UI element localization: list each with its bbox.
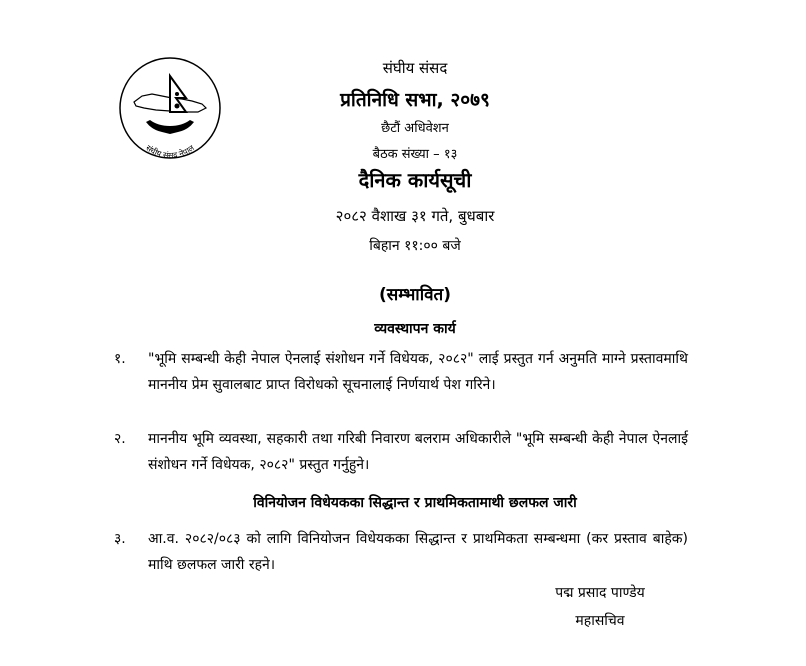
meeting-date: २०८२ वैशाख ३१ गते, बुधबार (335, 207, 495, 225)
signatory-title: महासचिव (575, 613, 625, 629)
probable-label: (सम्भावित) (378, 285, 452, 305)
page-title: दैनिक कार्यसूची (358, 168, 472, 192)
agenda-item-number: १. (114, 351, 126, 367)
house-title: प्रतिनिधि सभा, २०७९ (340, 89, 490, 111)
meeting-time: बिहान ११:०० बजे (369, 238, 461, 254)
session-label: छैटौं अधिवेशन (381, 121, 449, 136)
agenda-item-text: "भूमि सम्बन्धी केही नेपाल ऐनलाई संशोधन गर्ने विधेयक, २०८२" लाई प्रस्तुत गर्न अनुमति माग्ने प्रस्तावमाथि माननीय प्रेम सुवालबाट प्राप्त विरोधको सूचनालाई निर्णयार्थ पेश गरिने। (148, 351, 688, 393)
signatory-name: पद्म प्रसाद पाण्डेय (555, 585, 645, 601)
meeting-number: बैठक संख्या – १३ (372, 147, 458, 162)
emblem-caption: संघीय संसद नेपाल (144, 143, 196, 160)
agenda-item-number: ३. (114, 531, 126, 547)
section-heading: व्यवस्थापन कार्य (374, 321, 456, 337)
agenda-item-text: माननीय भूमि व्यवस्था, सहकारी तथा गरिबी निवारण बलराम अधिकारीले "भूमि सम्बन्धी केही नेपाल ऐनलाई संशोधन गर्ने विधेयक, २०८२" प्रस्तुत गर्नुहुने। (148, 431, 688, 473)
agenda-item-number: २. (114, 431, 126, 447)
agenda-item-text: आ.व. २०८२/०८३ को लागि विनियोजन विधेयकका सिद्धान्त र प्राथमिकता सम्बन्धमा (कर प्रस्ताव बाहेक) माथि छलफल जारी रहने। (148, 531, 688, 573)
organization-name: संघीय संसद (382, 59, 448, 77)
section-heading: विनियोजन विधेयकका सिद्धान्त र प्राथमिकतामाथी छलफल जारी (253, 495, 577, 511)
